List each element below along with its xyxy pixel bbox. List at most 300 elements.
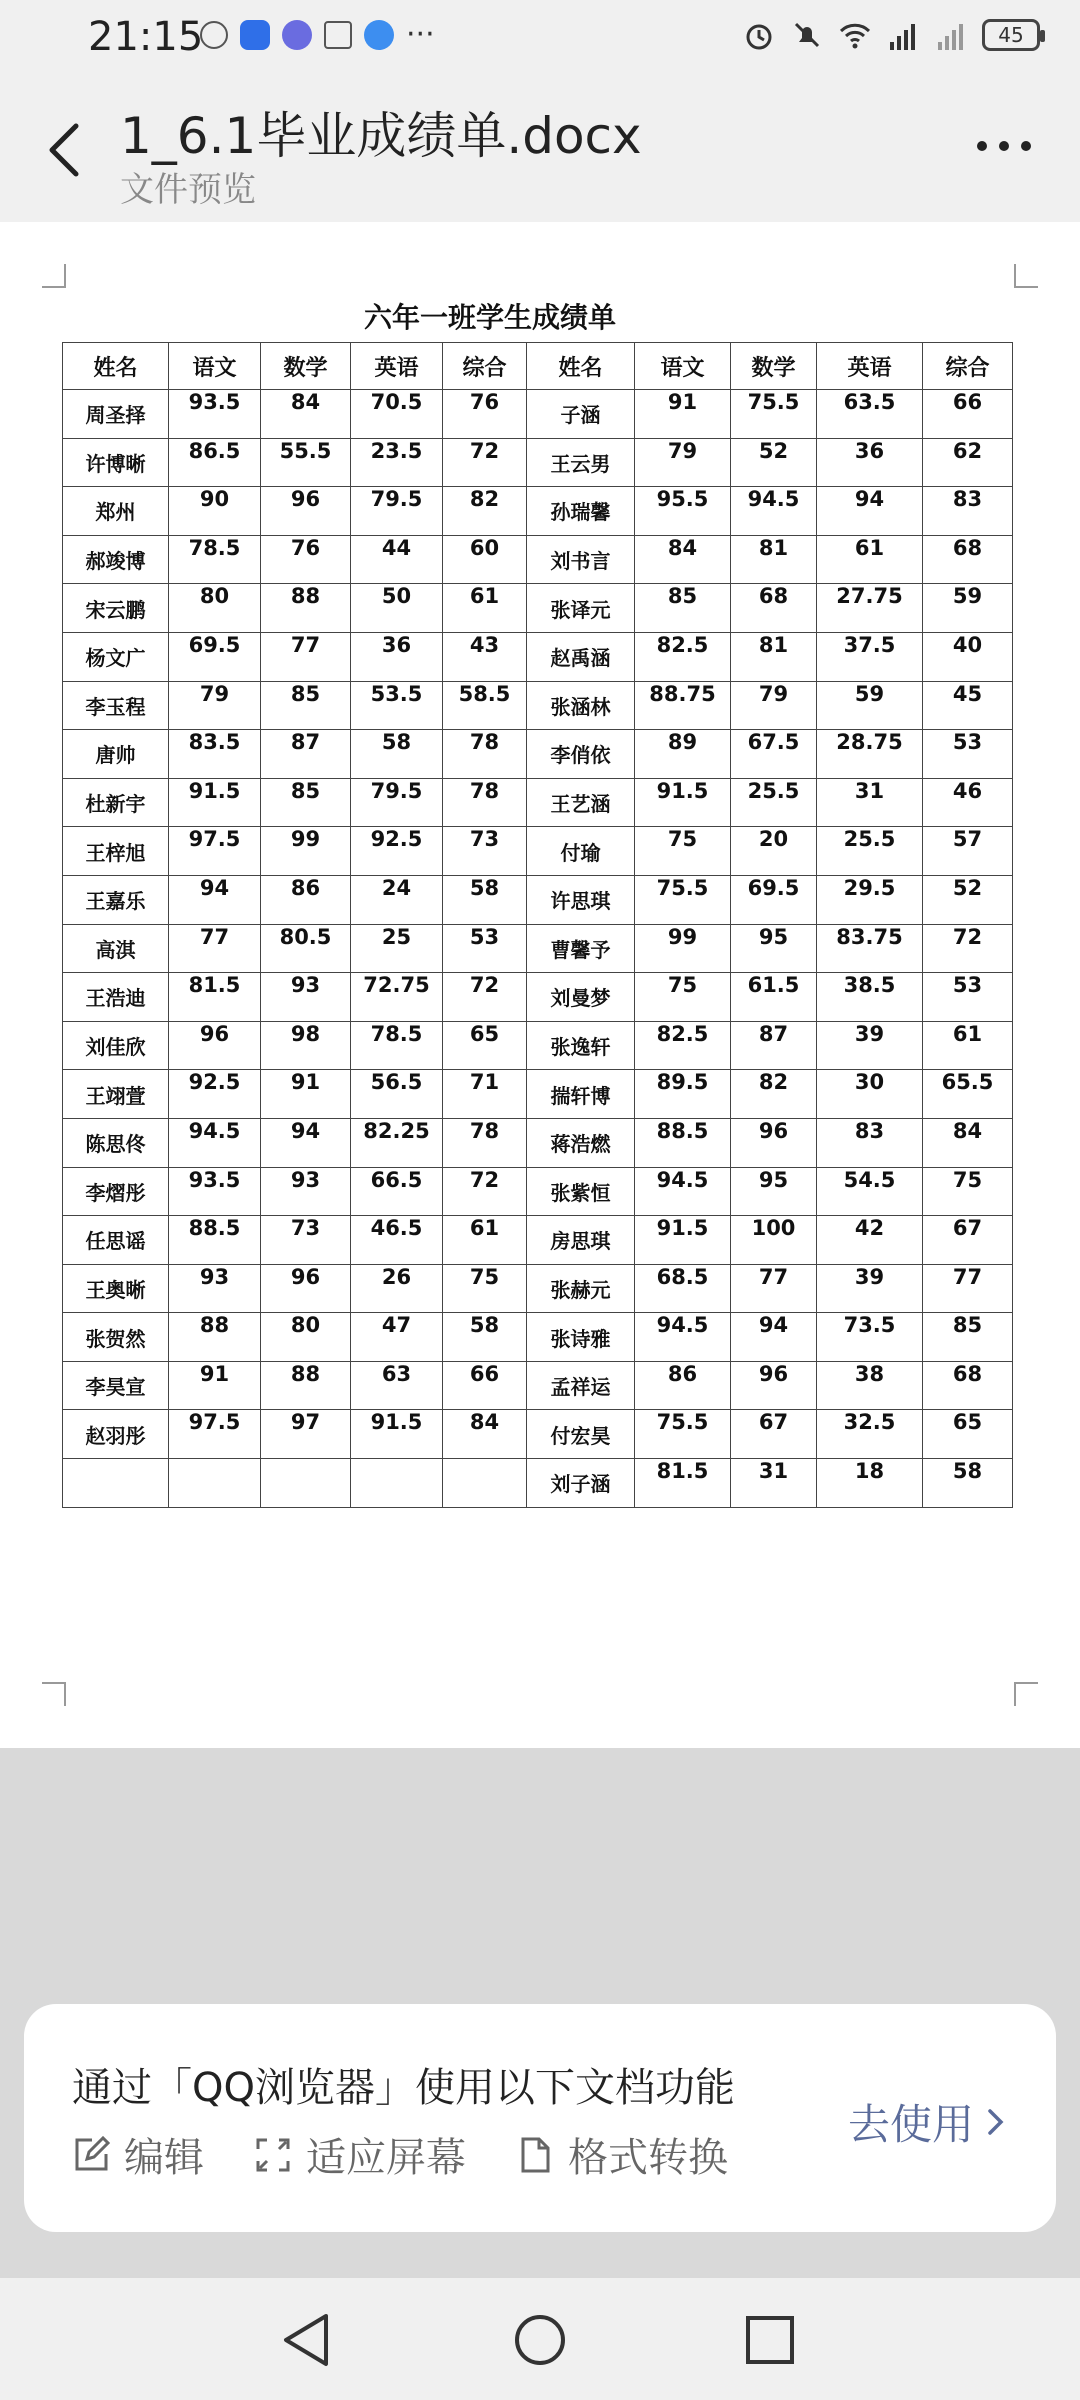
feature-format-convert [516, 2126, 728, 2183]
page-corner-mark [42, 1682, 66, 1706]
score-cell: 77 [731, 1264, 817, 1313]
student-name-cell: 曹馨予 [527, 924, 635, 973]
score-cell: 76 [261, 535, 351, 584]
document-icon [516, 2136, 554, 2174]
score-cell: 95 [731, 924, 817, 973]
score-cell: 98 [261, 1021, 351, 1070]
student-name-cell: 张紫恒 [527, 1167, 635, 1216]
score-cell: 92.5 [351, 827, 443, 876]
score-cell: 82.5 [635, 1021, 731, 1070]
score-cell: 69.5 [169, 632, 261, 681]
notification-icons [200, 17, 435, 52]
table-row [63, 1459, 1013, 1508]
score-cell: 63.5 [817, 390, 923, 439]
table-row [63, 1216, 1013, 1265]
score-cell: 82 [443, 487, 527, 536]
score-cell: 93.5 [169, 390, 261, 439]
score-cell: 91 [261, 1070, 351, 1119]
score-cell: 96 [731, 1361, 817, 1410]
system-status-icons [742, 18, 1040, 52]
nav-recents-icon [748, 2318, 792, 2362]
score-cell: 72 [923, 924, 1013, 973]
score-cell: 88 [169, 1313, 261, 1362]
student-name-cell: 揣轩博 [527, 1070, 635, 1119]
score-cell: 84 [443, 1410, 527, 1459]
score-cell: 91.5 [169, 778, 261, 827]
score-cell: 66 [443, 1361, 527, 1410]
more-options-button[interactable] [964, 116, 1044, 176]
score-cell: 87 [731, 1021, 817, 1070]
table-row [63, 1313, 1013, 1362]
student-name-cell: 刘佳欣 [63, 1021, 169, 1070]
score-cell: 75.5 [635, 875, 731, 924]
score-cell: 46 [923, 778, 1013, 827]
signal-5g-icon [886, 18, 920, 52]
score-cell: 88.5 [635, 1118, 731, 1167]
page-corner-mark [1014, 264, 1038, 288]
score-cell: 36 [351, 632, 443, 681]
column-header: 语文 [169, 343, 261, 390]
table-header-row [63, 343, 1013, 390]
score-cell: 80.5 [261, 924, 351, 973]
table-row [63, 1264, 1013, 1313]
student-name-cell: 王梓旭 [63, 827, 169, 876]
score-cell: 61 [443, 1216, 527, 1265]
student-name-cell: 张译元 [527, 584, 635, 633]
feature-edit-label: 编辑 [124, 2135, 204, 2181]
score-cell: 96 [261, 487, 351, 536]
score-cell: 96 [169, 1021, 261, 1070]
score-cell: 97.5 [169, 1410, 261, 1459]
score-cell: 70.5 [351, 390, 443, 439]
nav-back-icon [286, 2316, 326, 2364]
score-cell: 86 [635, 1361, 731, 1410]
student-name-cell: 张诗雅 [527, 1313, 635, 1362]
student-name-cell: 李熠彤 [63, 1167, 169, 1216]
table-row [63, 535, 1013, 584]
student-name-cell: 赵禹涵 [527, 632, 635, 681]
score-cell: 94.5 [635, 1313, 731, 1362]
student-name-cell: 子涵 [527, 390, 635, 439]
score-cell: 20 [731, 827, 817, 876]
score-cell: 24 [351, 875, 443, 924]
score-cell: 58 [351, 730, 443, 779]
score-cell: 29.5 [817, 875, 923, 924]
student-name-cell: 付瑜 [527, 827, 635, 876]
score-cell: 59 [923, 584, 1013, 633]
student-name-cell: 陈思佟 [63, 1118, 169, 1167]
score-cell: 97 [261, 1410, 351, 1459]
score-cell: 75 [635, 973, 731, 1022]
score-cell: 68 [923, 1361, 1013, 1410]
table-row [63, 1410, 1013, 1459]
score-cell: 65 [443, 1021, 527, 1070]
score-cell: 58.5 [443, 681, 527, 730]
score-cell: 68 [923, 535, 1013, 584]
page-corner-mark [1014, 1682, 1038, 1706]
file-name: 1_6.1毕业成绩单.docx [120, 107, 642, 165]
score-cell: 66 [923, 390, 1013, 439]
battery-indicator [982, 19, 1040, 51]
score-cell: 81.5 [169, 973, 261, 1022]
score-cell: 73 [443, 827, 527, 876]
page-corner-mark [42, 264, 66, 288]
score-cell: 72 [443, 438, 527, 487]
table-row [63, 487, 1013, 536]
student-name-cell: 刘子涵 [527, 1459, 635, 1508]
fit-screen-icon [254, 2136, 292, 2174]
score-cell: 61 [443, 584, 527, 633]
student-name-cell: 付宏昊 [527, 1410, 635, 1459]
back-button[interactable] [30, 110, 100, 190]
score-cell: 46.5 [351, 1216, 443, 1265]
student-name-cell: 张贺然 [63, 1313, 169, 1362]
score-cell: 47 [351, 1313, 443, 1362]
student-name-cell: 王翊萱 [63, 1070, 169, 1119]
column-header: 综合 [443, 343, 527, 390]
score-cell: 93 [261, 1167, 351, 1216]
score-cell: 94.5 [635, 1167, 731, 1216]
score-cell: 88 [261, 1361, 351, 1410]
student-name-cell: 任思谣 [63, 1216, 169, 1265]
score-cell: 18 [817, 1459, 923, 1508]
score-cell: 78.5 [169, 535, 261, 584]
score-cell: 77 [169, 924, 261, 973]
feature-fit-screen-label: 适应屏幕 [306, 2135, 466, 2181]
score-cell: 43 [443, 632, 527, 681]
column-header: 数学 [731, 343, 817, 390]
score-cell: 83 [817, 1118, 923, 1167]
score-cell: 86.5 [169, 438, 261, 487]
score-cell: 61 [923, 1021, 1013, 1070]
student-name-cell: 高淇 [63, 924, 169, 973]
student-name-cell: 杜新宇 [63, 778, 169, 827]
student-name-cell: 王嘉乐 [63, 875, 169, 924]
student-name-cell: 孙瑞馨 [527, 487, 635, 536]
table-row [63, 1118, 1013, 1167]
score-cell: 23.5 [351, 438, 443, 487]
score-cell: 80 [169, 584, 261, 633]
go-use-label: 去使用 [847, 2100, 974, 2149]
table-row [63, 1361, 1013, 1410]
table-row [63, 973, 1013, 1022]
score-cell: 28.75 [817, 730, 923, 779]
score-cell: 90 [169, 487, 261, 536]
score-cell: 53 [923, 973, 1013, 1022]
qq-browser-promo-card [24, 2004, 1056, 2232]
back-arrow-icon [52, 126, 76, 174]
score-cell: 53 [923, 730, 1013, 779]
score-cell: 81 [731, 535, 817, 584]
score-cell: 87 [261, 730, 351, 779]
student-name-cell: 许思琪 [527, 875, 635, 924]
score-cell: 75 [923, 1167, 1013, 1216]
score-cell: 67.5 [731, 730, 817, 779]
score-cell: 82.5 [635, 632, 731, 681]
feature-fit-screen [254, 2126, 466, 2183]
score-cell: 79 [635, 438, 731, 487]
score-cell: 57 [923, 827, 1013, 876]
table-row [63, 730, 1013, 779]
score-cell: 25.5 [817, 827, 923, 876]
table-row [63, 778, 1013, 827]
score-cell: 54.5 [817, 1167, 923, 1216]
score-cell: 27.75 [817, 584, 923, 633]
score-cell: 45 [923, 681, 1013, 730]
score-cell: 79 [731, 681, 817, 730]
score-cell: 52 [923, 875, 1013, 924]
student-name-cell: 刘书言 [527, 535, 635, 584]
table-row [63, 924, 1013, 973]
promo-message: 通过「QQ浏览器」使用以下文档功能 [72, 2065, 735, 2111]
score-cell: 72 [443, 1167, 527, 1216]
score-cell: 99 [261, 827, 351, 876]
table-row [63, 827, 1013, 876]
score-cell: 85 [635, 584, 731, 633]
score-cell: 75.5 [635, 1410, 731, 1459]
score-cell: 93 [169, 1264, 261, 1313]
score-cell: 63 [351, 1361, 443, 1410]
feature-edit [72, 2126, 204, 2183]
student-name-cell: 李玉程 [63, 681, 169, 730]
score-cell: 31 [817, 778, 923, 827]
table-row [63, 1021, 1013, 1070]
score-cell: 84 [635, 535, 731, 584]
score-cell: 76 [443, 390, 527, 439]
file-preview-label: 文件预览 [120, 170, 256, 210]
score-cell: 91.5 [635, 1216, 731, 1265]
score-cell: 60 [443, 535, 527, 584]
column-header: 英语 [817, 343, 923, 390]
more-notifications-icon: ··· [406, 17, 435, 52]
score-cell: 96 [261, 1264, 351, 1313]
table-row [63, 632, 1013, 681]
table-row [63, 1070, 1013, 1119]
student-name-cell: 刘曼梦 [527, 973, 635, 1022]
score-cell: 91.5 [635, 778, 731, 827]
column-header: 数学 [261, 343, 351, 390]
student-name-cell: 赵羽彤 [63, 1410, 169, 1459]
score-cell: 62 [923, 438, 1013, 487]
score-cell: 50 [351, 584, 443, 633]
score-cell: 58 [923, 1459, 1013, 1508]
grades-table [62, 342, 1013, 1508]
student-name-cell: 王浩迪 [63, 973, 169, 1022]
score-cell: 88 [261, 584, 351, 633]
score-cell: 80 [261, 1313, 351, 1362]
student-name-cell: 张赫元 [527, 1264, 635, 1313]
score-cell: 79.5 [351, 778, 443, 827]
score-cell: 78 [443, 778, 527, 827]
score-cell: 69.5 [731, 875, 817, 924]
score-cell: 93.5 [169, 1167, 261, 1216]
score-cell: 97.5 [169, 827, 261, 876]
score-cell: 99 [635, 924, 731, 973]
score-cell: 88.5 [169, 1216, 261, 1265]
score-cell: 38 [817, 1361, 923, 1410]
student-name-cell: 王奥晰 [63, 1264, 169, 1313]
table-row [63, 1167, 1013, 1216]
score-cell: 81 [731, 632, 817, 681]
score-cell: 73 [261, 1216, 351, 1265]
score-cell: 39 [817, 1264, 923, 1313]
score-cell: 26 [351, 1264, 443, 1313]
score-cell: 79.5 [351, 487, 443, 536]
score-cell: 82 [731, 1070, 817, 1119]
score-cell: 81.5 [635, 1459, 731, 1508]
table-row [63, 681, 1013, 730]
browser-app-icon [364, 20, 394, 50]
score-cell: 66.5 [351, 1167, 443, 1216]
table-row [63, 390, 1013, 439]
student-name-cell: 杨文广 [63, 632, 169, 681]
score-cell: 100 [731, 1216, 817, 1265]
score-cell: 65.5 [923, 1070, 1013, 1119]
score-cell: 94 [817, 487, 923, 536]
shield-app-icon [240, 20, 270, 50]
score-cell: 85 [261, 778, 351, 827]
score-cell [169, 1459, 261, 1508]
student-name-cell: 张涵林 [527, 681, 635, 730]
score-cell: 67 [731, 1410, 817, 1459]
score-cell: 83.75 [817, 924, 923, 973]
score-cell: 72 [443, 973, 527, 1022]
score-cell: 77 [923, 1264, 1013, 1313]
student-name-cell: 李俏依 [527, 730, 635, 779]
score-cell: 88.75 [635, 681, 731, 730]
score-cell: 59 [817, 681, 923, 730]
score-cell: 68.5 [635, 1264, 731, 1313]
title-bar [0, 80, 1080, 220]
nav-back-button[interactable] [276, 2308, 340, 2372]
score-cell: 44 [351, 535, 443, 584]
score-cell: 61 [817, 535, 923, 584]
score-cell: 85 [261, 681, 351, 730]
student-name-cell: 李昊宣 [63, 1361, 169, 1410]
score-cell: 92.5 [169, 1070, 261, 1119]
score-cell: 94 [731, 1313, 817, 1362]
score-cell: 96 [731, 1118, 817, 1167]
table-row [63, 875, 1013, 924]
table-body [63, 390, 1013, 1508]
score-cell: 61.5 [731, 973, 817, 1022]
score-cell: 84 [923, 1118, 1013, 1167]
feature-format-convert-label: 格式转换 [568, 2135, 728, 2181]
status-time: 21:15 [88, 14, 204, 60]
student-name-cell: 蒋浩燃 [527, 1118, 635, 1167]
go-use-button[interactable] [848, 2092, 1008, 2152]
score-cell: 39 [817, 1021, 923, 1070]
column-header: 语文 [635, 343, 731, 390]
score-cell: 42 [817, 1216, 923, 1265]
score-cell [443, 1459, 527, 1508]
score-cell: 91.5 [351, 1410, 443, 1459]
score-cell: 94.5 [731, 487, 817, 536]
edit-icon [72, 2136, 110, 2174]
score-cell: 75 [443, 1264, 527, 1313]
score-cell: 95 [731, 1167, 817, 1216]
score-cell: 65 [923, 1410, 1013, 1459]
signal-icon [934, 18, 968, 52]
student-name-cell: 王艺涵 [527, 778, 635, 827]
chevron-right-icon [984, 2105, 1008, 2139]
score-cell: 68 [731, 584, 817, 633]
score-cell: 31 [731, 1459, 817, 1508]
student-name-cell: 郝竣博 [63, 535, 169, 584]
student-name-cell: 郑州 [63, 487, 169, 536]
nav-recents-button[interactable] [738, 2308, 802, 2372]
score-cell: 91 [635, 390, 731, 439]
column-header: 综合 [923, 343, 1013, 390]
translate-icon [324, 21, 352, 49]
score-cell: 73.5 [817, 1313, 923, 1362]
student-name-cell: 唐帅 [63, 730, 169, 779]
score-cell: 53.5 [351, 681, 443, 730]
score-cell: 89 [635, 730, 731, 779]
score-cell: 79 [169, 681, 261, 730]
student-name-cell: 孟祥运 [527, 1361, 635, 1410]
score-cell: 71 [443, 1070, 527, 1119]
student-name-cell: 王云男 [527, 438, 635, 487]
score-cell: 37.5 [817, 632, 923, 681]
score-cell: 86 [261, 875, 351, 924]
student-name-cell: 许博晰 [63, 438, 169, 487]
score-cell: 83 [923, 487, 1013, 536]
wifi-icon [838, 18, 872, 52]
score-cell: 94 [169, 875, 261, 924]
nav-home-button[interactable] [508, 2308, 572, 2372]
table-row [63, 584, 1013, 633]
score-cell: 72.75 [351, 973, 443, 1022]
score-cell: 56.5 [351, 1070, 443, 1119]
score-cell: 78 [443, 1118, 527, 1167]
score-cell [351, 1459, 443, 1508]
score-cell: 89.5 [635, 1070, 731, 1119]
score-cell: 83.5 [169, 730, 261, 779]
score-cell: 82.25 [351, 1118, 443, 1167]
score-cell [261, 1459, 351, 1508]
document-page[interactable] [0, 222, 1080, 1748]
more-icon [977, 141, 1031, 151]
student-name-cell [63, 1459, 169, 1508]
nav-home-icon [517, 2317, 563, 2363]
score-cell: 53 [443, 924, 527, 973]
score-cell: 55.5 [261, 438, 351, 487]
table-row [63, 438, 1013, 487]
score-cell: 58 [443, 875, 527, 924]
score-cell: 25.5 [731, 778, 817, 827]
app-notification-icon [200, 21, 228, 49]
score-cell: 75.5 [731, 390, 817, 439]
music-app-icon [282, 20, 312, 50]
score-cell: 67 [923, 1216, 1013, 1265]
column-header: 英语 [351, 343, 443, 390]
column-header: 姓名 [63, 343, 169, 390]
score-cell: 77 [261, 632, 351, 681]
score-cell: 40 [923, 632, 1013, 681]
score-cell: 78.5 [351, 1021, 443, 1070]
battery-level: 45 [998, 23, 1024, 47]
score-cell: 94 [261, 1118, 351, 1167]
score-cell: 36 [817, 438, 923, 487]
score-cell: 85 [923, 1313, 1013, 1362]
score-cell: 58 [443, 1313, 527, 1362]
score-cell: 78 [443, 730, 527, 779]
score-cell: 38.5 [817, 973, 923, 1022]
system-navigation-bar [0, 2278, 1080, 2400]
score-cell: 52 [731, 438, 817, 487]
status-bar [0, 0, 1080, 80]
